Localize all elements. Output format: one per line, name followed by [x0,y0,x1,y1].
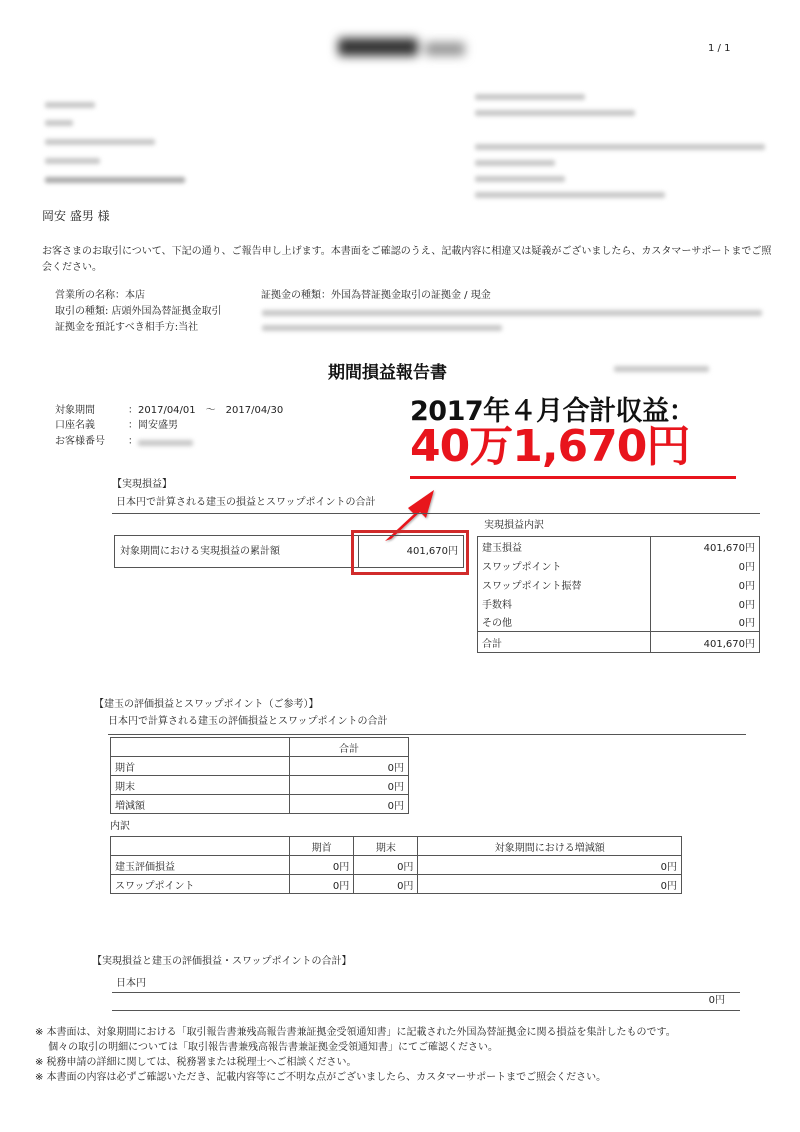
breakdown-title: 実現損益内訳 [484,520,544,531]
breakdown-label: 手数料 [478,594,651,613]
breakdown-label: スワップポイント振替 [478,575,651,594]
note-1: ※ 本書面は、対象期間における「取引報告書兼残高報告書兼証拠金受領通知書」に記載された外国為替証拠金に関る損益を集計したものです。 [35,1027,676,1038]
valuation-summary-label: 増減額 [111,795,290,814]
valuation-summary-corner [111,738,290,757]
breakdown-label: スワップポイント [478,556,651,575]
valuation-detail-title: 内訳 [110,821,130,832]
realized-section-title: 【実現損益】 [112,479,172,490]
customer-no-blurred [138,440,193,446]
valuation-summary-label: 期末 [111,776,290,795]
valuation-summary-value: 0円 [290,776,409,795]
value-customer-no: ： [128,436,138,447]
breakdown-row [478,613,760,632]
valuation-summary-label: 期首 [111,757,290,776]
note-2: 個々の取引の明細については「取引報告書兼残高報告書兼証拠金受領通知書」にてご確認ください。 [35,1042,498,1053]
valuation-rule [108,734,746,735]
breakdown-label: 建玉損益 [478,537,651,556]
valuation-detail-value: 0円 [418,856,682,875]
valuation-detail-col-header: 期末 [354,837,418,856]
valuation-section-title: 【建玉の評価損益とスワップポイント（ご参考）】 [94,699,319,710]
breakdown-row [478,575,760,594]
label-account: 口座名義 [55,420,95,431]
breakdown-row [478,537,760,556]
highlight-heading: 2017年４月合計収益： [410,396,696,427]
valuation-detail-corner [111,837,290,856]
valuation-detail-col-header: 対象期間における増減額 [418,837,682,856]
valuation-summary-row [111,776,409,795]
realized-total-highlight-box [351,530,469,575]
valuation-detail-value: 0円 [418,875,682,894]
valuation-detail-row [111,875,682,894]
doc-title: 期間損益報告書 [328,363,447,383]
valuation-summary-header [111,738,409,757]
breakdown-value: 0円 [651,594,760,613]
realized-rule [112,513,760,514]
info-blurred-2 [262,325,502,331]
valuation-detail-label: 建玉評価損益 [111,856,290,875]
breakdown-sum-row [478,632,760,653]
realized-subtitle: 日本円で計算される建玉の損益とスワップポイントの合計 [116,497,376,508]
label-customer-no: お客様番号 [55,436,105,447]
valuation-summary-row [111,795,409,814]
combined-rule-bottom [112,1010,740,1011]
company-logo-blurred [338,38,468,60]
page-number: 1 / 1 [708,43,731,54]
combined-currency: 日本円 [116,978,146,989]
valuation-summary-col-total: 合計 [290,738,409,757]
valuation-summary-table [110,737,409,814]
breakdown-value: 0円 [651,575,760,594]
intro-text: お客さまのお取引について、下記の通り、ご報告申し上げます。本書面をご確認のうえ、記載内容に相違又は疑義がございましたら、カスタマーサポートまでご照会ください。 [42,246,772,273]
note-3: ※ 税務申請の詳細に関しては、税務署または税理士へご相談ください。 [35,1057,357,1068]
info-branch: 営業所の名称：本店 [55,290,145,301]
valuation-detail-row [111,856,682,875]
realized-total-value: 401,670円 [406,546,458,557]
breakdown-value: 0円 [651,556,760,575]
realized-total-label: 対象期間における実現損益の累計額 [120,546,280,557]
info-trade-type: 取引の種類: 店頭外国為替証拠金取引 [55,306,222,317]
info-margin-type: 証拠金の種類：外国為替証拠金取引の証拠金 / 現金 [261,290,491,301]
note-4: ※ 本書面の内容は必ずご確認いただき、記載内容等にご不明な点がございましたら、カスタマーサポートまでご照会ください。 [35,1072,607,1083]
value-account: ：岡安盛男 [128,420,178,431]
valuation-detail-label: スワップポイント [111,875,290,894]
label-period: 対象期間 [55,405,95,416]
breakdown-row [478,594,760,613]
info-blurred-1 [262,310,762,316]
breakdown-sum-label: 合計 [478,632,651,653]
value-period: ：2017/04/01 ～ 2017/04/30 [128,405,284,416]
highlight-amount: 40万1,670円 [410,421,690,472]
valuation-detail-value: 0円 [290,875,354,894]
valuation-detail-table [110,836,682,894]
breakdown-value: 401,670円 [651,537,760,556]
valuation-summary-value: 0円 [290,795,409,814]
valuation-subtitle: 日本円で計算される建玉の評価損益とスワップポイントの合計 [108,716,388,727]
combined-value: 0円 [708,995,725,1006]
valuation-summary-value: 0円 [290,757,409,776]
valuation-summary-row [111,757,409,776]
valuation-detail-value: 0円 [354,875,418,894]
valuation-detail-value: 0円 [290,856,354,875]
breakdown-table [477,536,760,653]
combined-rule [112,992,740,993]
valuation-detail-col-header: 期首 [290,837,354,856]
notes [35,1025,775,1085]
breakdown-row [478,556,760,575]
doc-date-blurred [614,366,709,372]
valuation-detail-value: 0円 [354,856,418,875]
valuation-detail-header [111,837,682,856]
breakdown-sum-value: 401,670円 [651,632,760,653]
info-deposit-to: 証拠金を預託すべき相手方:当社 [55,322,199,333]
breakdown-label: その他 [478,613,651,632]
combined-section-title: 【実現損益と建玉の評価損益・スワップポイントの合計】 [92,956,352,967]
breakdown-value: 0円 [651,613,760,632]
customer-salutation: 岡安 盛男 様 [42,209,110,223]
